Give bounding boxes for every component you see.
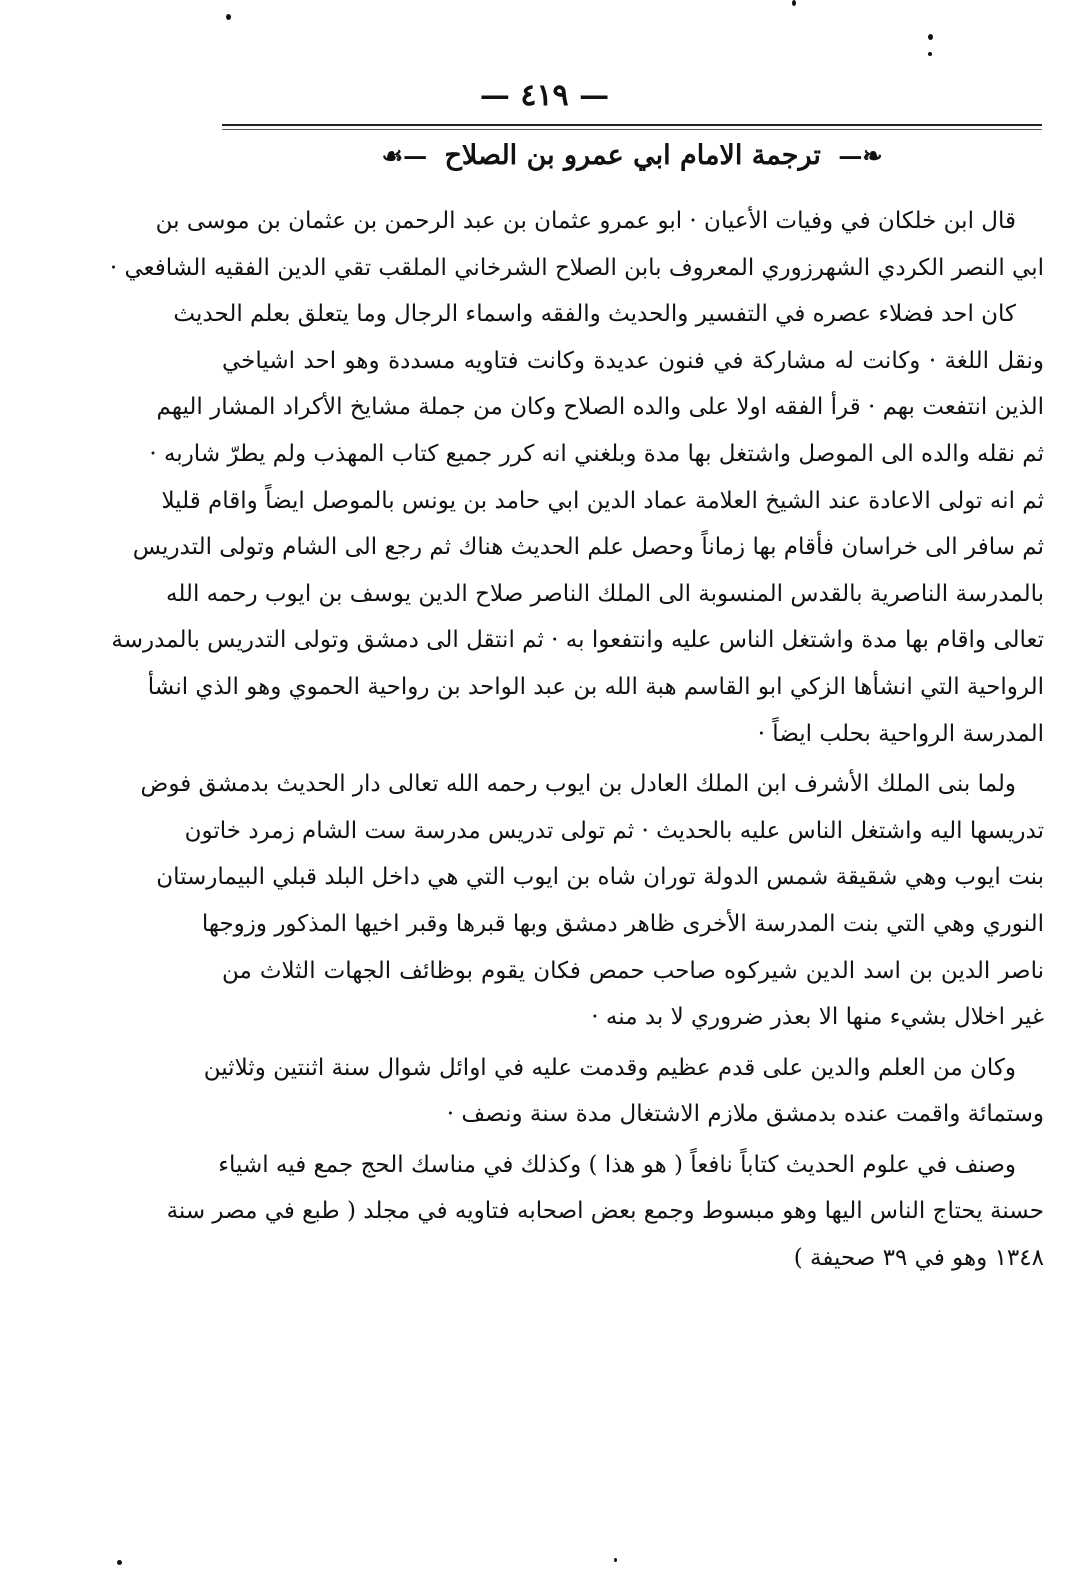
header-rule-thin: [222, 129, 1042, 130]
scan-speck: [928, 52, 932, 56]
text-line: تعالى واقام بها مدة واشتغل الناس عليه وانتفعوا به · ثم انتقل الى دمشق وتولى التدريس بالمدرسة: [111, 627, 1044, 654]
text-line: ولما بنى الملك الأشرف ابن الملك العادل بن ايوب رحمه الله تعالى دار الحديث بدمشق فوض: [140, 771, 1016, 798]
scan-speck: [117, 1560, 122, 1565]
text-line: ١٣٤٨ وهو في ٣٩ صحيفة ): [793, 1245, 1044, 1272]
ornament-right: ❧—: [838, 141, 883, 170]
text-line: بنت ايوب وهي شقيقة شمس الدولة توران شاه بن ايوب التي هي داخل البلد قبلي البيمارستان: [156, 864, 1044, 891]
scan-speck: [792, 0, 796, 6]
heading-title: ترجمة الامام ابي عمرو بن الصلاح: [444, 140, 821, 171]
text-line: غير اخلال بشيء منها الا بعذر ضروري لا بد منه ·: [591, 1004, 1044, 1031]
ornament-left: —☙: [381, 141, 428, 170]
text-line: الرواحية التي انشأها الزكي ابو القاسم هبة الله بن عبد الواحد بن رواحية الحموي وهو الذي انشأ: [147, 673, 1044, 700]
text-line: وستمائة واقمت عنده بدمشق ملازم الاشتغال مدة سنة ونصف ·: [446, 1101, 1044, 1128]
scan-speck: [928, 34, 933, 40]
text-line: تدريسها اليه واشتغل الناس عليه بالحديث · ثم تولى تدريس مدرسة ست الشام زمرد خاتون: [184, 817, 1044, 844]
text-line: ثم سافر الى خراسان فأقام بها زماناً وحصل علم الحديث هناك ثم رجع الى الشام وتولى التدريس: [132, 534, 1044, 561]
text-line: ابي النصر الكردي الشهرزوري المعروف بابن الصلاح الشرخاني الملقب تقي الدين الفقيه الشافعي ·: [109, 254, 1044, 281]
page-number: — ٤١٩ —: [479, 78, 610, 113]
text-line: الذين انتفعت بهم · قرأ الفقه اولا على والده الصلاح وكان من جملة مشايخ الأكراد المشار اليهم: [156, 394, 1044, 421]
text-line: ثم نقله والده الى الموصل واشتغل بها مدة وبلغني انه كرر جميع كتاب المهذب ولم يطرّ شاربه ·: [149, 440, 1044, 467]
body-text: [109, 198, 1044, 1282]
text-line: ثم انه تولى الاعادة عند الشيخ العلامة عماد الدين ابي حامد بن يونس بالموصل ايضاً واقام قليلا: [161, 487, 1044, 514]
text-line: حسنة يحتاج الناس اليها وهو مبسوط وجمع بعض اصحابه فتاويه في مجلد ( طبع في مصر سنة: [166, 1198, 1044, 1225]
text-line: المدرسة الرواحية بحلب ايضاً ·: [757, 720, 1044, 747]
text-line: بالمدرسة الناصرية بالقدس المنسوبة الى الملك الناصر صلاح الدين يوسف بن ايوب رحمه الله: [165, 580, 1044, 607]
header-rule: [222, 124, 1042, 126]
scan-speck: [226, 14, 231, 20]
text-line: وكان من العلم والدين على قدم عظيم وقدمت عليه في اوائل شوال سنة اثنتين وثلاثين: [203, 1054, 1016, 1081]
text-line: ناصر الدين بن اسد الدين شيركوه صاحب حمص فكان يقوم بوظائف الجهات الثلاث من: [222, 957, 1044, 984]
text-line: ونقل اللغة · وكانت له مشاركة في فنون عديدة وكانت فتاويه مسددة وهو احد اشياخي: [222, 347, 1044, 374]
text-line: وصنف في علوم الحديث كتاباً نافعاً ( هو هذا ) وكذلك في مناسك الحج جمع فيه اشياء: [218, 1151, 1016, 1178]
text-line: النوري وهي التي بنت المدرسة الأخرى ظاهر دمشق وبها قبرها وقبر اخيها المذكور وزوجها: [201, 910, 1044, 937]
text-line: كان احد فضلاء عصره في التفسير والحديث والفقه واسماء الرجال وما يتعلق بعلم الحديث: [173, 301, 1016, 328]
scan-speck: [614, 1558, 617, 1562]
section-heading: [222, 140, 1042, 171]
text-line: قال ابن خلكان في وفيات الأعيان · ابو عمرو عثمان بن عبد الرحمن بن عثمان بن موسى بن: [155, 208, 1016, 234]
